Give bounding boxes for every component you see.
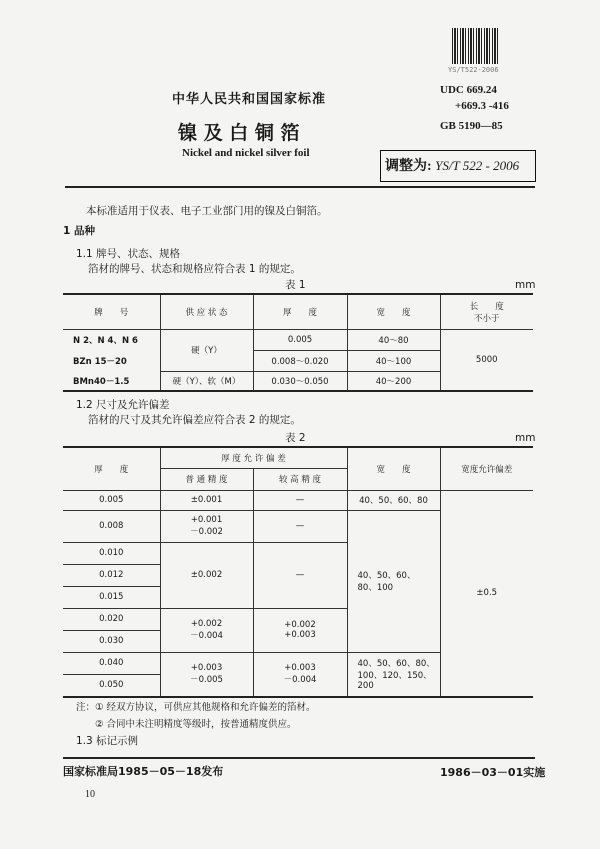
table2-unit: mm xyxy=(515,432,536,444)
t1-thickness: 0.005 xyxy=(253,329,347,350)
header-rule xyxy=(65,186,535,188)
t1-width: 40～80 xyxy=(347,329,440,350)
standard-number: GB 5190—85 xyxy=(440,120,503,132)
udc-line2: +669.3 -416 xyxy=(455,100,509,112)
english-title: Nickel and nickel silver foil xyxy=(182,147,310,159)
t2-thickness: 0.020 xyxy=(63,608,160,630)
tol-plus: +0.001 xyxy=(190,515,223,525)
t1-grade: N 2、N 4、N 6 xyxy=(63,329,160,350)
stamp-value: YS/T 522 - 2006 xyxy=(435,158,520,173)
udc-line1: UDC 669.24 xyxy=(440,84,497,96)
t2-header-width: 宽 度 xyxy=(347,447,440,490)
t1-width: 40～200 xyxy=(347,371,440,391)
t2-high: — xyxy=(253,490,347,510)
tol-plus: +0.003 xyxy=(284,663,316,674)
t2-high: — xyxy=(253,510,347,542)
t2-header-thickness: 厚 度 xyxy=(63,447,160,490)
section-1-2-heading: 1.2 尺寸及允许偏差 xyxy=(76,399,170,411)
width-line: 40、50、60、80、 xyxy=(357,659,435,670)
intro-text: 本标准适用于仪表、电子工业部门用的镍及白铜箔。 xyxy=(86,205,328,217)
t2-thickness: 0.005 xyxy=(63,490,160,510)
t2-normal xyxy=(160,608,253,652)
t2-thickness: 0.008 xyxy=(63,510,160,542)
table-1 xyxy=(63,293,533,392)
table1-caption: 表 1 xyxy=(285,279,306,291)
width-line: 80、100 xyxy=(357,583,394,593)
section-1-2-text: 箔材的尺寸及其允许偏差应符合表 2 的规定。 xyxy=(88,414,301,426)
t1-grade: BMn40－1.5 xyxy=(63,371,160,391)
document-title: 镍 及 白 铜 箔 xyxy=(178,122,300,144)
t1-header-thickness: 厚 度 xyxy=(253,294,347,329)
t2-high: — xyxy=(253,542,347,608)
t2-thickness: 0.015 xyxy=(63,586,160,608)
barcode xyxy=(452,28,498,64)
t2-normal: ±0.002 xyxy=(160,542,253,608)
t2-thickness: 0.030 xyxy=(63,630,160,652)
t2-thickness: 0.040 xyxy=(63,652,160,674)
table1-unit: mm xyxy=(515,279,536,291)
t1-thickness: 0.008～0.020 xyxy=(253,350,347,371)
t2-header-high: 较 高 精 度 xyxy=(253,468,347,490)
issuing-org: 中华人民共和国国家标准 xyxy=(172,92,327,107)
tol-minus: －0.002 xyxy=(190,527,223,537)
width-line: 200 xyxy=(357,681,374,692)
t1-header-length xyxy=(440,294,533,329)
t2-header-normal: 普 通 精 度 xyxy=(160,468,253,490)
section-1-1-text: 箔材的牌号、状态和规格应符合表 1 的规定。 xyxy=(88,263,301,275)
t2-normal xyxy=(160,510,253,542)
tol-plus: +0.002 xyxy=(284,620,316,630)
width-line: 40、50、60、 xyxy=(357,571,416,581)
t1-header-width: 宽 度 xyxy=(347,294,440,329)
t1-length: 5000 xyxy=(440,329,533,391)
barcode-text: YS/T522-2006 xyxy=(448,66,499,74)
t1-grade: BZn 15－20 xyxy=(63,350,160,371)
issue-date: 国家标准局1985－05－18发布 xyxy=(63,765,224,778)
t2-high xyxy=(253,608,347,652)
note-2: ② 合同中未注明精度等级时，按普通精度供应。 xyxy=(95,719,297,730)
footer-rule xyxy=(63,757,535,759)
t2-width-tol: ±0.5 xyxy=(440,490,533,697)
width-line: 100、120、150、 xyxy=(357,671,432,682)
section-1-heading: 1 品种 xyxy=(63,225,95,237)
stamp-label: 调整为: xyxy=(385,159,432,174)
table2-caption: 表 2 xyxy=(285,432,306,444)
tol-plus: +0.002 xyxy=(190,619,223,629)
tol-minus: －0.005 xyxy=(190,675,223,686)
tol-plus: +0.003 xyxy=(190,663,223,674)
section-1-1-heading: 1.1 牌号、状态、规格 xyxy=(76,248,181,260)
t1-header-grade: 牌 号 xyxy=(63,294,160,329)
t1-header-state: 供 应 状 态 xyxy=(160,294,253,329)
note-1: 注：① 经双方协议，可供应其他规格和允许偏差的箔材。 xyxy=(76,702,316,713)
t2-header-width-tol: 宽度允许偏差 xyxy=(440,447,533,490)
t2-width xyxy=(347,652,440,697)
min-label: 不小于 xyxy=(473,313,500,324)
t2-header-tolerance: 厚 度 允 许 偏 差 xyxy=(160,447,347,468)
t2-thickness: 0.010 xyxy=(63,542,160,564)
t2-normal: ±0.001 xyxy=(160,490,253,510)
tol-plus: +0.003 xyxy=(284,630,316,640)
effective-date: 1986－03－01实施 xyxy=(440,766,546,779)
t1-state: 硬（Y） xyxy=(160,329,253,371)
t2-thickness: 0.050 xyxy=(63,674,160,697)
t1-thickness: 0.030～0.050 xyxy=(253,371,347,391)
t1-width: 40～100 xyxy=(347,350,440,371)
tol-minus: －0.004 xyxy=(190,631,223,641)
table-2 xyxy=(63,446,533,698)
length-label: 长 度 xyxy=(469,301,504,312)
t2-thickness: 0.012 xyxy=(63,564,160,586)
revision-stamp xyxy=(380,150,536,182)
t1-state: 硬（Y）、软（M） xyxy=(160,371,253,391)
t2-width: 40、50、60、80 xyxy=(347,490,440,510)
t2-width xyxy=(347,510,440,652)
page-number: 10 xyxy=(85,789,95,800)
tol-minus: －0.004 xyxy=(283,675,317,686)
t2-normal xyxy=(160,652,253,697)
t2-high xyxy=(253,652,347,697)
section-1-3-heading: 1.3 标记示例 xyxy=(76,735,139,747)
